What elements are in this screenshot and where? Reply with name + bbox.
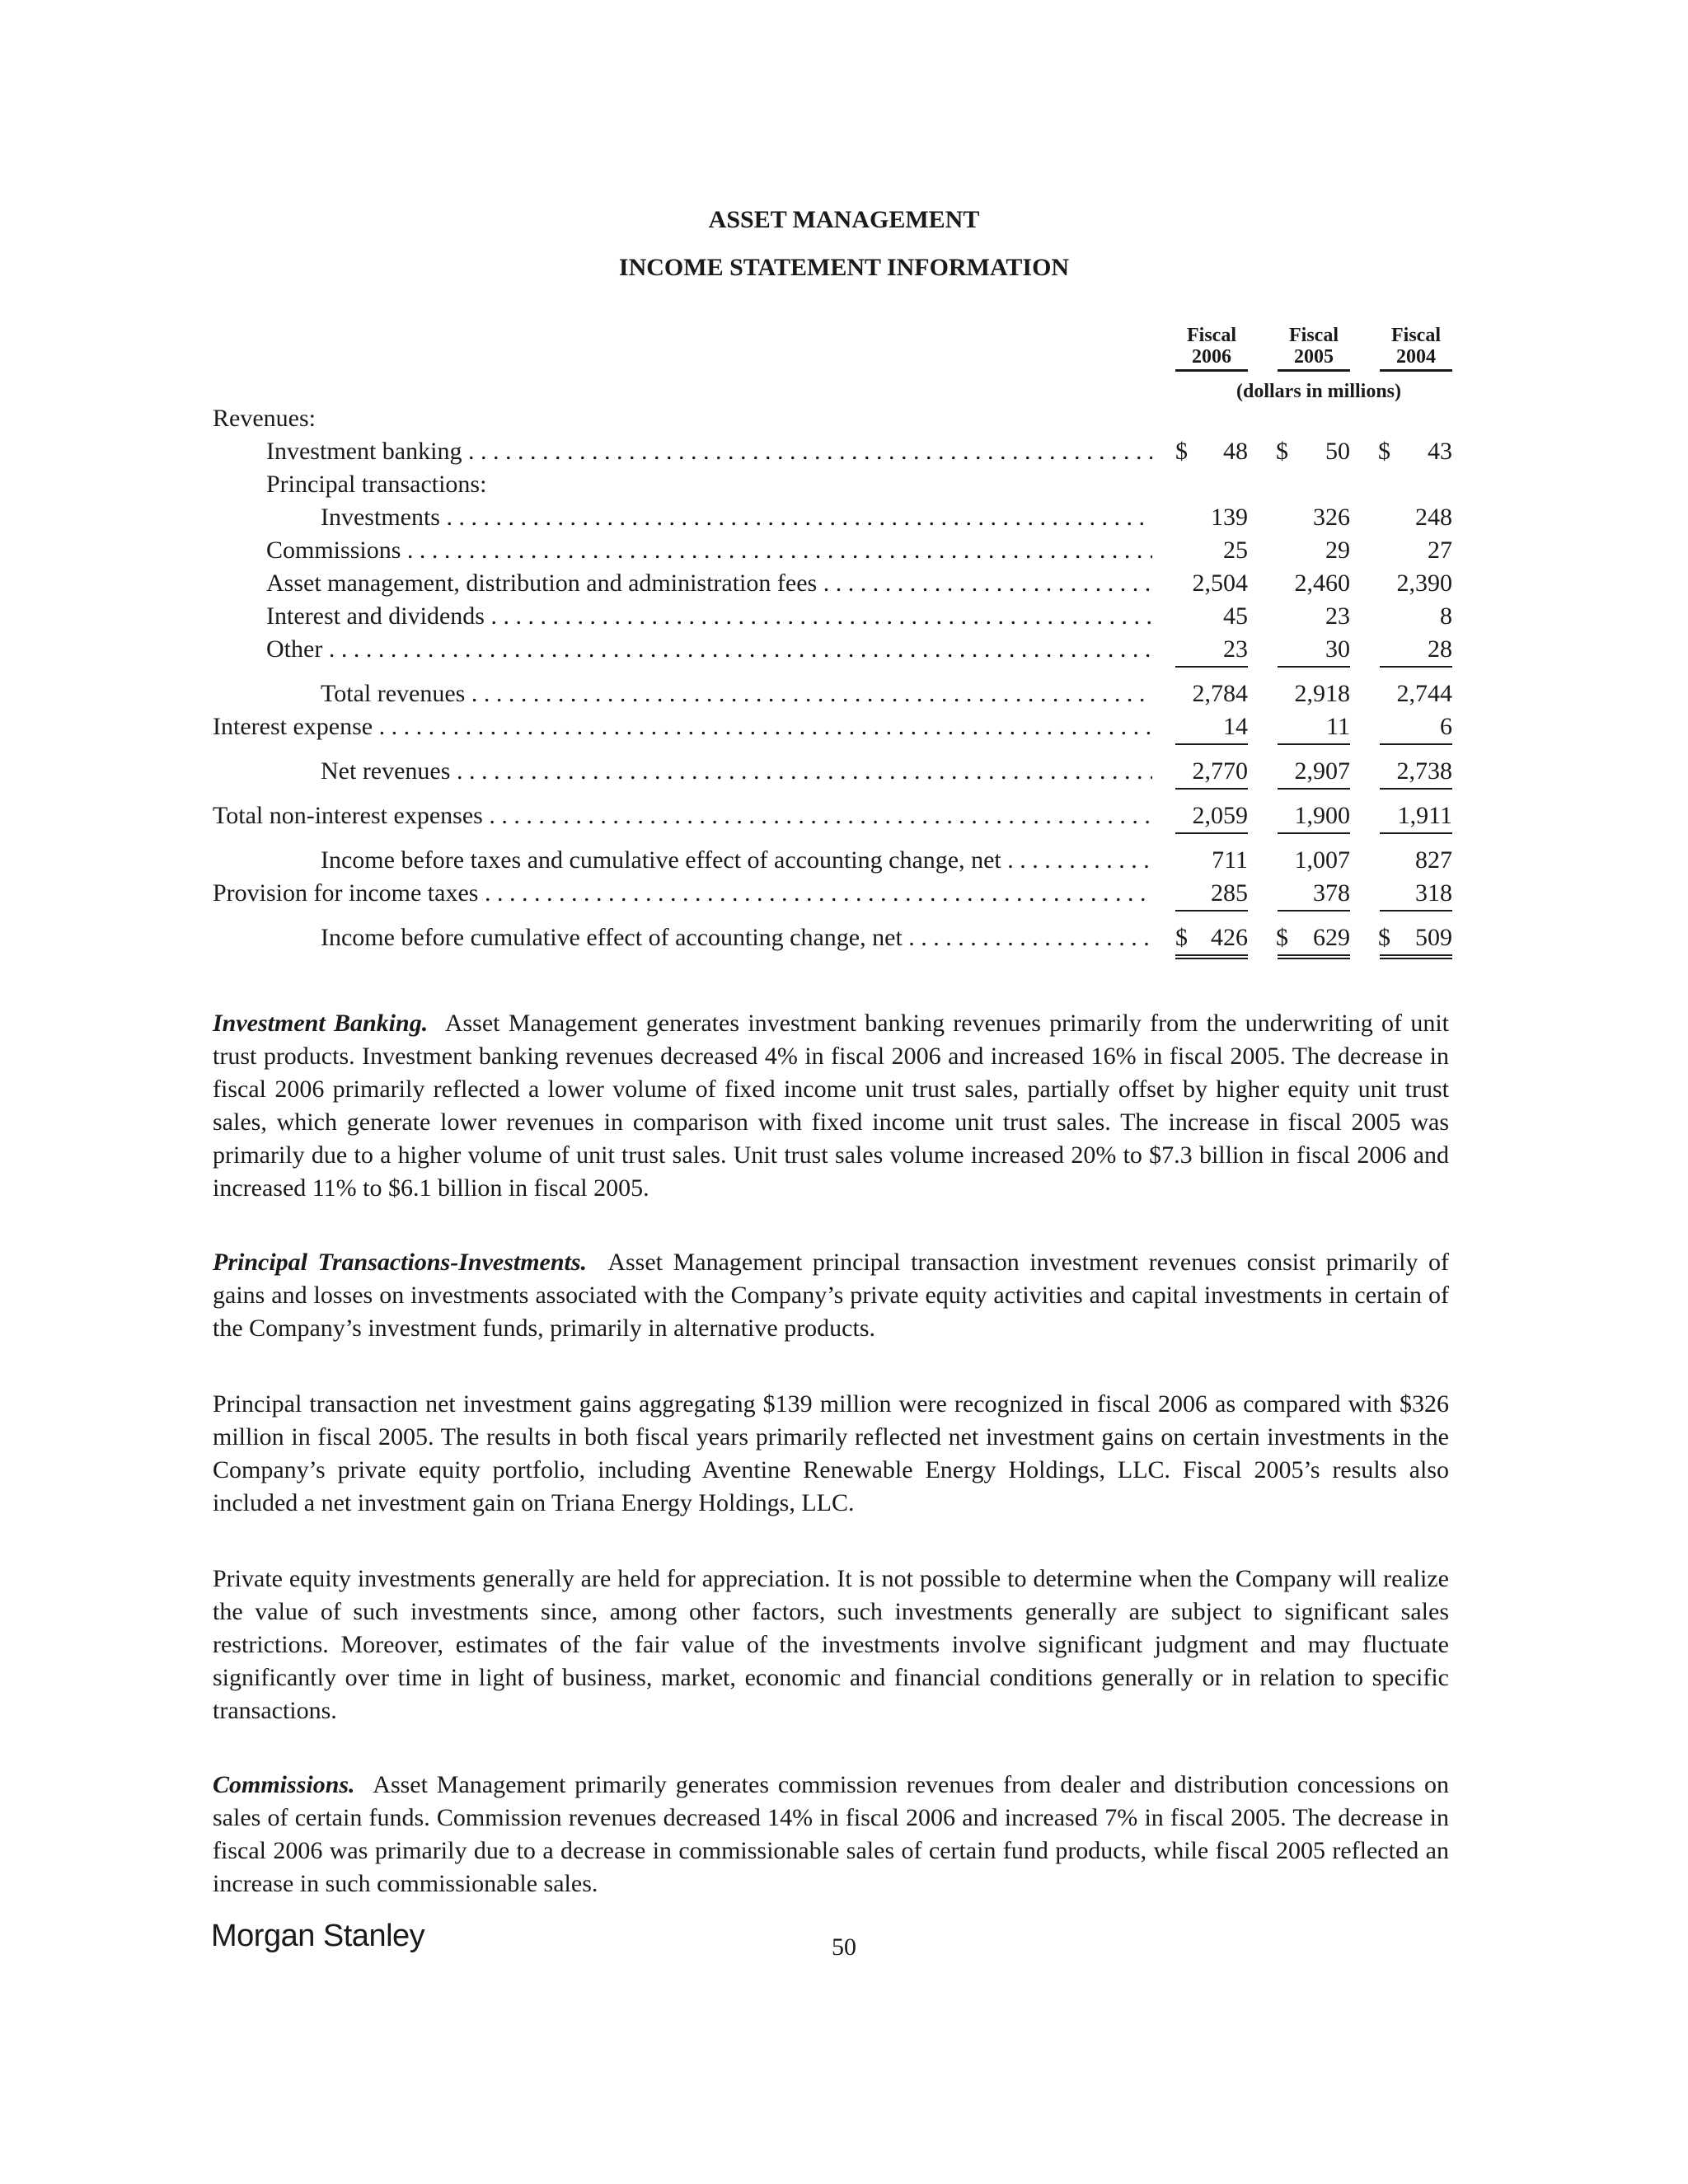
row-label: Interest and dividends . . . (266, 600, 1152, 633)
cell-value: 23 (1175, 633, 1248, 668)
cell-value: 2,784 (1192, 680, 1248, 707)
table-row (0, 877, 1688, 910)
column-header-fiscal-2006 (1175, 325, 1248, 372)
table-row (0, 755, 1688, 788)
cell-value: 2,918 (1294, 680, 1350, 707)
paragraph-lead: Investment Banking. (213, 1010, 429, 1037)
section-title: ASSET MANAGEMENT (708, 206, 980, 233)
paragraph-text: Asset Management principal transaction investment revenues consist primarily of gains and losses on investments associated with the Company’s private equity activities and capital investments in certain of the Company’s investment funds, primarily in alternative products. (213, 1249, 1450, 1342)
table-row (0, 534, 1688, 567)
cell-value: 318 (1380, 877, 1452, 912)
cell-value: 27 (1428, 537, 1452, 564)
paragraph-private-equity (213, 1563, 1449, 1727)
units-note: (dollars in millions) (1236, 381, 1402, 402)
cell-value: 11 (1278, 710, 1350, 745)
column-header-line1: Fiscal (1289, 325, 1339, 346)
column-header-line1: Fiscal (1187, 325, 1236, 346)
column-header-line2: 2005 (1294, 346, 1334, 368)
cell-value: 378 (1278, 877, 1350, 912)
paragraph-text: Asset Management primarily generates commission revenues from dealer and distribution concessions on sales of certain funds. Commission revenues decreased 14% in fiscal 2006 and increased 7% in fiscal 2005. The decrease in fiscal 2006 was primarily due to a decrease in commissionable sales of certain fund products, while fiscal 2005 reflected an increase in such commissionable sales. (213, 1771, 1450, 1897)
column-header-fiscal-2005 (1278, 325, 1350, 372)
morgan-stanley-logo: Morgan Stanley (211, 1919, 425, 1953)
cell-value: 285 (1175, 877, 1248, 912)
cell-value: 50 (1325, 438, 1350, 465)
cell-value: 2,059 (1175, 799, 1248, 834)
currency-symbol: $ (1276, 924, 1288, 951)
paragraph-lead: Principal Transactions-Investments. (213, 1249, 588, 1276)
table-row (0, 799, 1688, 832)
table-row (0, 567, 1688, 600)
row-label: Investment banking . . . (266, 435, 1152, 468)
row-label: Total non-interest expenses . . . (213, 799, 1152, 832)
column-header-line2: 2004 (1396, 346, 1436, 368)
row-label: Other . . . (266, 633, 1152, 666)
table-row (0, 435, 1688, 468)
table-row (0, 402, 1688, 435)
table-row (0, 844, 1688, 877)
paragraph-lead: Commissions. (213, 1771, 355, 1798)
cell-value: 711 (1212, 846, 1248, 874)
section-subtitle: INCOME STATEMENT INFORMATION (618, 254, 1070, 281)
table-row (0, 600, 1688, 633)
cell-value: 326 (1313, 504, 1350, 531)
table-row (0, 633, 1688, 666)
cell-value: 1,007 (1294, 846, 1350, 874)
cell-value: 2,738 (1380, 755, 1452, 790)
row-label: Investments . . . (321, 501, 1152, 534)
row-label: Total revenues . . . (321, 677, 1152, 710)
cell-value: 2,390 (1396, 569, 1452, 597)
currency-symbol: $ (1175, 438, 1188, 465)
paragraph-text: Asset Management generates investment banking revenues primarily from the underwriting of unit trust products. Investment banking revenues decreased 4% in fiscal 2006 and increased 16% in fiscal 2005. The decrease in fiscal 2006 primarily reflected a lower volume of fixed income unit trust sales, partially offset by higher equity unit trust sales, which generate lower revenues in comparison with fixed income unit trust sales. The increase in fiscal 2005 was primarily due to a higher volume of unit trust sales. Unit trust sales volume increased 20% to $7.3 billion in fiscal 2006 and increased 11% to $6.1 billion in fiscal 2005. (213, 1010, 1449, 1202)
row-label: Net revenues . . . (321, 755, 1152, 788)
cell-value: 30 (1278, 633, 1350, 668)
cell-value: 426 (1175, 921, 1248, 959)
paragraph-commissions (213, 1769, 1449, 1900)
row-label: Commissions . . . (266, 534, 1152, 567)
currency-symbol: $ (1276, 438, 1288, 465)
currency-symbol: $ (1378, 924, 1390, 951)
paragraph-principal-transactions (213, 1246, 1449, 1345)
table-row (0, 468, 1688, 501)
cell-value: 2,770 (1175, 755, 1248, 790)
cell-value: 43 (1428, 438, 1452, 465)
row-label: Income before cumulative effect of accounting change, net . . . (321, 921, 1152, 954)
cell-value: 2,460 (1294, 569, 1350, 597)
cell-value: 629 (1278, 921, 1350, 959)
column-header-line1: Fiscal (1391, 325, 1441, 346)
paragraph-investment-banking (213, 1007, 1449, 1205)
cell-value: 25 (1223, 537, 1248, 564)
table-row (0, 501, 1688, 534)
paragraph-net-investment-gains (213, 1388, 1449, 1520)
cell-value: 509 (1380, 921, 1452, 959)
table-row (0, 677, 1688, 710)
paragraph-text: Private equity investments generally are held for appreciation. It is not possible to determine when the Company will realize the value of such investments since, among other factors, such investments generally are subject to significant sales restrictions. Moreover, estimates of the fair value of the investments involve significant judgment and may fluctuate significantly over time in light of business, market, economic and financial conditions generally or in relation to specific transactions. (213, 1565, 1449, 1724)
row-label: Interest expense . . . (213, 710, 1152, 743)
cell-value: 2,504 (1192, 569, 1248, 597)
column-header-line2: 2006 (1192, 346, 1231, 368)
cell-value: 6 (1380, 710, 1452, 745)
cell-value: 28 (1380, 633, 1452, 668)
table-row (0, 710, 1688, 743)
row-label: Provision for income taxes . . . (213, 877, 1152, 910)
page-number: 50 (832, 1933, 856, 1961)
paragraph-text: Principal transaction net investment gains aggregating $139 million were recognized in fiscal 2006 as compared with $326 million in fiscal 2005. The results in both fiscal years primarily reflected net investment gains on certain investments in the Company’s private equity portfolio, including Aventine Renewable Energy Holdings, LLC. Fiscal 2005’s results also included a net investment gain on Triana Energy Holdings, LLC. (213, 1390, 1449, 1516)
cell-value: 139 (1211, 504, 1248, 531)
cell-value: 248 (1415, 504, 1452, 531)
cell-value: 23 (1325, 602, 1350, 630)
row-label: Revenues: (213, 405, 316, 432)
cell-value: 1,911 (1380, 799, 1452, 834)
cell-value: 29 (1325, 537, 1350, 564)
row-label: Asset management, distribution and administration fees . . . (266, 567, 1152, 600)
cell-value: 2,744 (1396, 680, 1452, 707)
cell-value: 8 (1440, 602, 1452, 630)
currency-symbol: $ (1175, 924, 1188, 951)
cell-value: 2,907 (1278, 755, 1350, 790)
row-label: Principal transactions: (266, 471, 487, 498)
table-row (0, 921, 1688, 954)
cell-value: 14 (1175, 710, 1248, 745)
currency-symbol: $ (1378, 438, 1390, 465)
cell-value: 1,900 (1278, 799, 1350, 834)
column-header-fiscal-2004 (1380, 325, 1452, 372)
row-label: Income before taxes and cumulative effect of accounting change, net . . . (321, 844, 1152, 877)
cell-value: 45 (1223, 602, 1248, 630)
cell-value: 827 (1415, 846, 1452, 874)
cell-value: 48 (1223, 438, 1248, 465)
